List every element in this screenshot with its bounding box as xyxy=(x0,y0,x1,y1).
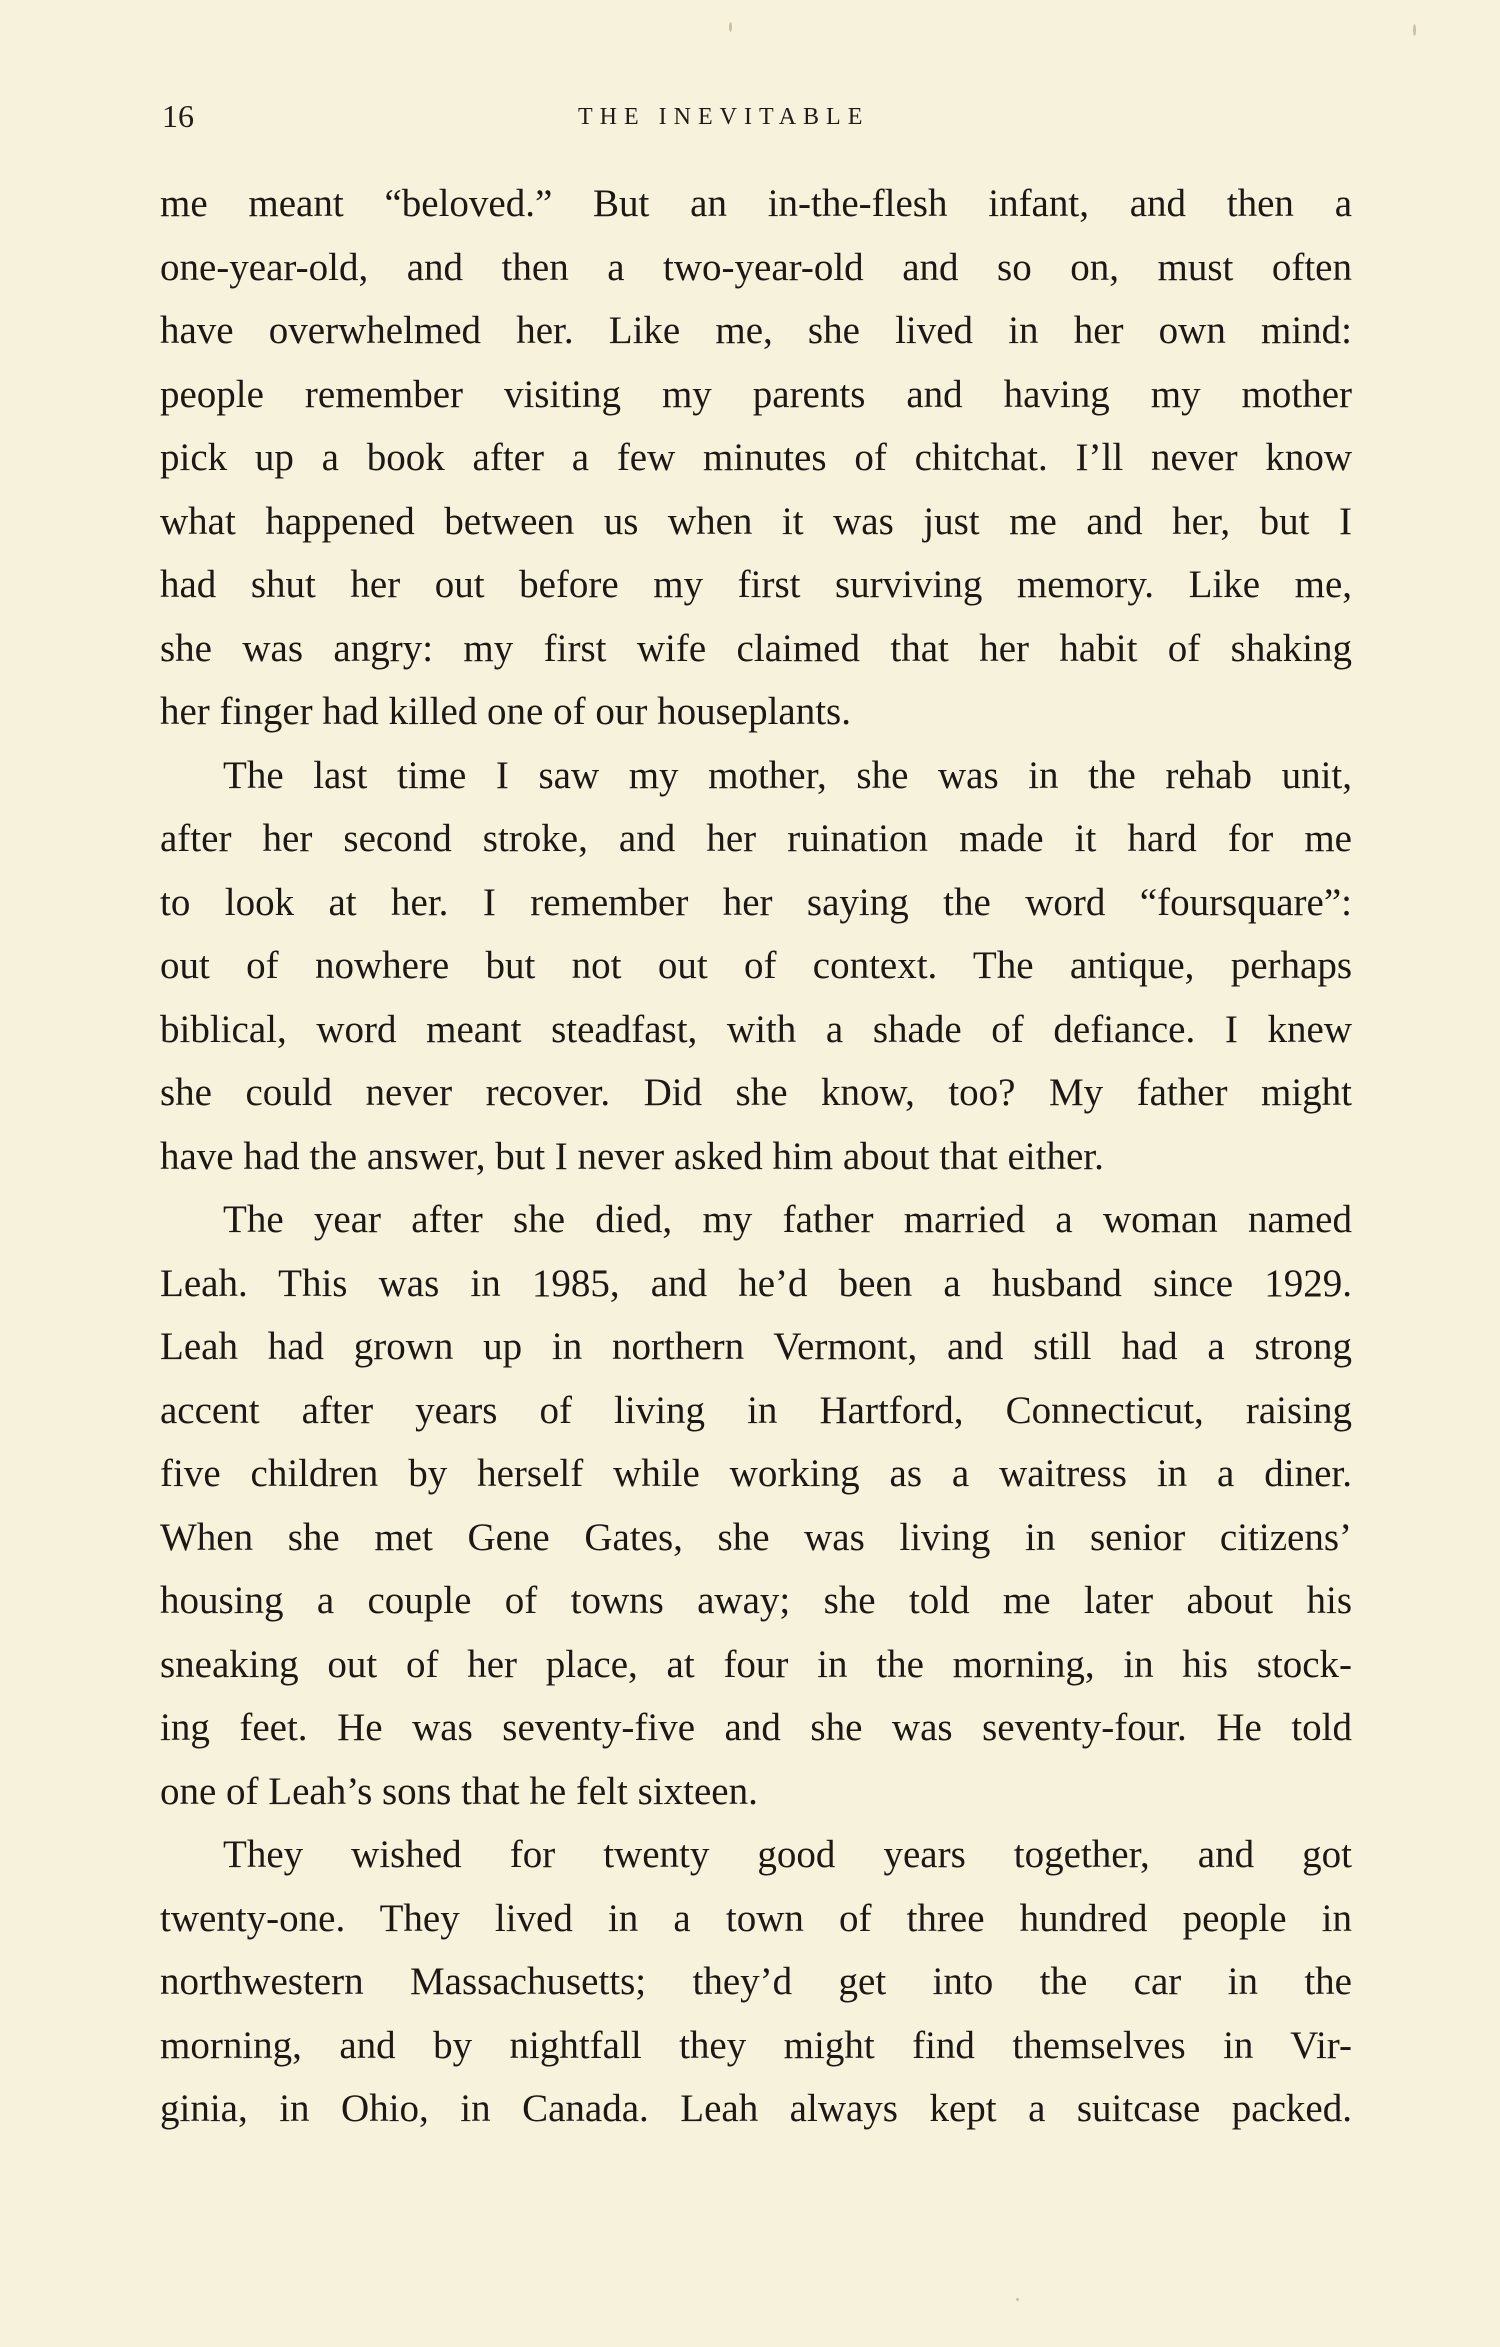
text-line: had shut her out before my first surviving memory. Like me, xyxy=(160,563,1352,606)
text-line: what happened between us when it was just me and her, but I xyxy=(160,499,1352,543)
running-head: THE INEVITABLE xyxy=(578,104,870,130)
paragraph-1 xyxy=(160,172,1352,744)
text-line: ing feet. He was seventy-five and she was seventy-four. He told xyxy=(160,1706,1352,1749)
text-line: When she met Gene Gates, she was living in senior citizens’ xyxy=(160,1515,1352,1559)
body-text xyxy=(160,172,1352,2141)
text-line: The last time I saw my mother, she was in the rehab unit, xyxy=(223,753,1352,797)
text-line: sneaking out of her place, at four in the morning, in his stock- xyxy=(160,1642,1352,1686)
text-line: after her second stroke, and her ruination made it hard for me xyxy=(160,817,1352,860)
text-line: biblical, word meant steadfast, with a shade of defiance. I knew xyxy=(160,1007,1352,1051)
text-line: me meant “beloved.” But an in-the-flesh infant, and then a xyxy=(160,182,1352,225)
paper-speck xyxy=(1016,2298,1019,2301)
text-line: northwestern Massachusetts; they’d get into the car in the xyxy=(160,1960,1352,2003)
paragraph-4 xyxy=(160,1823,1352,2141)
text-line: have overwhelmed her. Like me, she lived in her own mind: xyxy=(160,309,1352,352)
text-line: twenty-one. They lived in a town of three hundred people in xyxy=(160,1896,1352,1940)
text-line: ginia, in Ohio, in Canada. Leah always kept a suitcase packed. xyxy=(160,2087,1352,2130)
text-line: out of nowhere but not out of context. The antique, perhaps xyxy=(160,944,1352,987)
text-line: Leah. This was in 1985, and he’d been a husband since 1929. xyxy=(160,1261,1352,1305)
text-line: she could never recover. Did she know, too? My father might xyxy=(160,1071,1352,1114)
text-line: she was angry: my first wife claimed that her habit of shaking xyxy=(160,626,1352,670)
text-line: They wished for twenty good years together, and got xyxy=(223,1833,1352,1876)
text-line: Leah had grown up in northern Vermont, and still had a strong xyxy=(160,1325,1352,1368)
text-line: housing a couple of towns away; she told me later about his xyxy=(160,1579,1352,1622)
text-line: accent after years of living in Hartford, Connecticut, raising xyxy=(160,1388,1352,1432)
paper-speck xyxy=(1413,24,1416,36)
paragraph-3 xyxy=(160,1188,1352,1823)
text-line: have had the answer, but I never asked him about that either. xyxy=(160,1134,1104,1178)
page-number: 16 xyxy=(162,98,194,134)
paper-speck xyxy=(729,22,732,32)
text-line: one-year-old, and then a two-year-old and so on, must often xyxy=(160,245,1352,289)
paragraph-2 xyxy=(160,744,1352,1189)
text-line: to look at her. I remember her saying the word “foursquare”: xyxy=(160,880,1352,924)
text-line: her finger had killed one of our houseplants. xyxy=(160,690,851,733)
text-line: people remember visiting my parents and having my mother xyxy=(160,372,1352,416)
text-line: The year after she died, my father married a woman named xyxy=(223,1198,1352,1241)
text-line: pick up a book after a few minutes of chitchat. I’ll never know xyxy=(160,436,1352,479)
text-line: five children by herself while working as a waitress in a diner. xyxy=(160,1452,1352,1495)
text-line: one of Leah’s sons that he felt sixteen. xyxy=(160,1769,758,1813)
page-header xyxy=(162,98,1352,138)
text-line: morning, and by nightfall they might find themselves in Vir- xyxy=(160,2023,1352,2067)
